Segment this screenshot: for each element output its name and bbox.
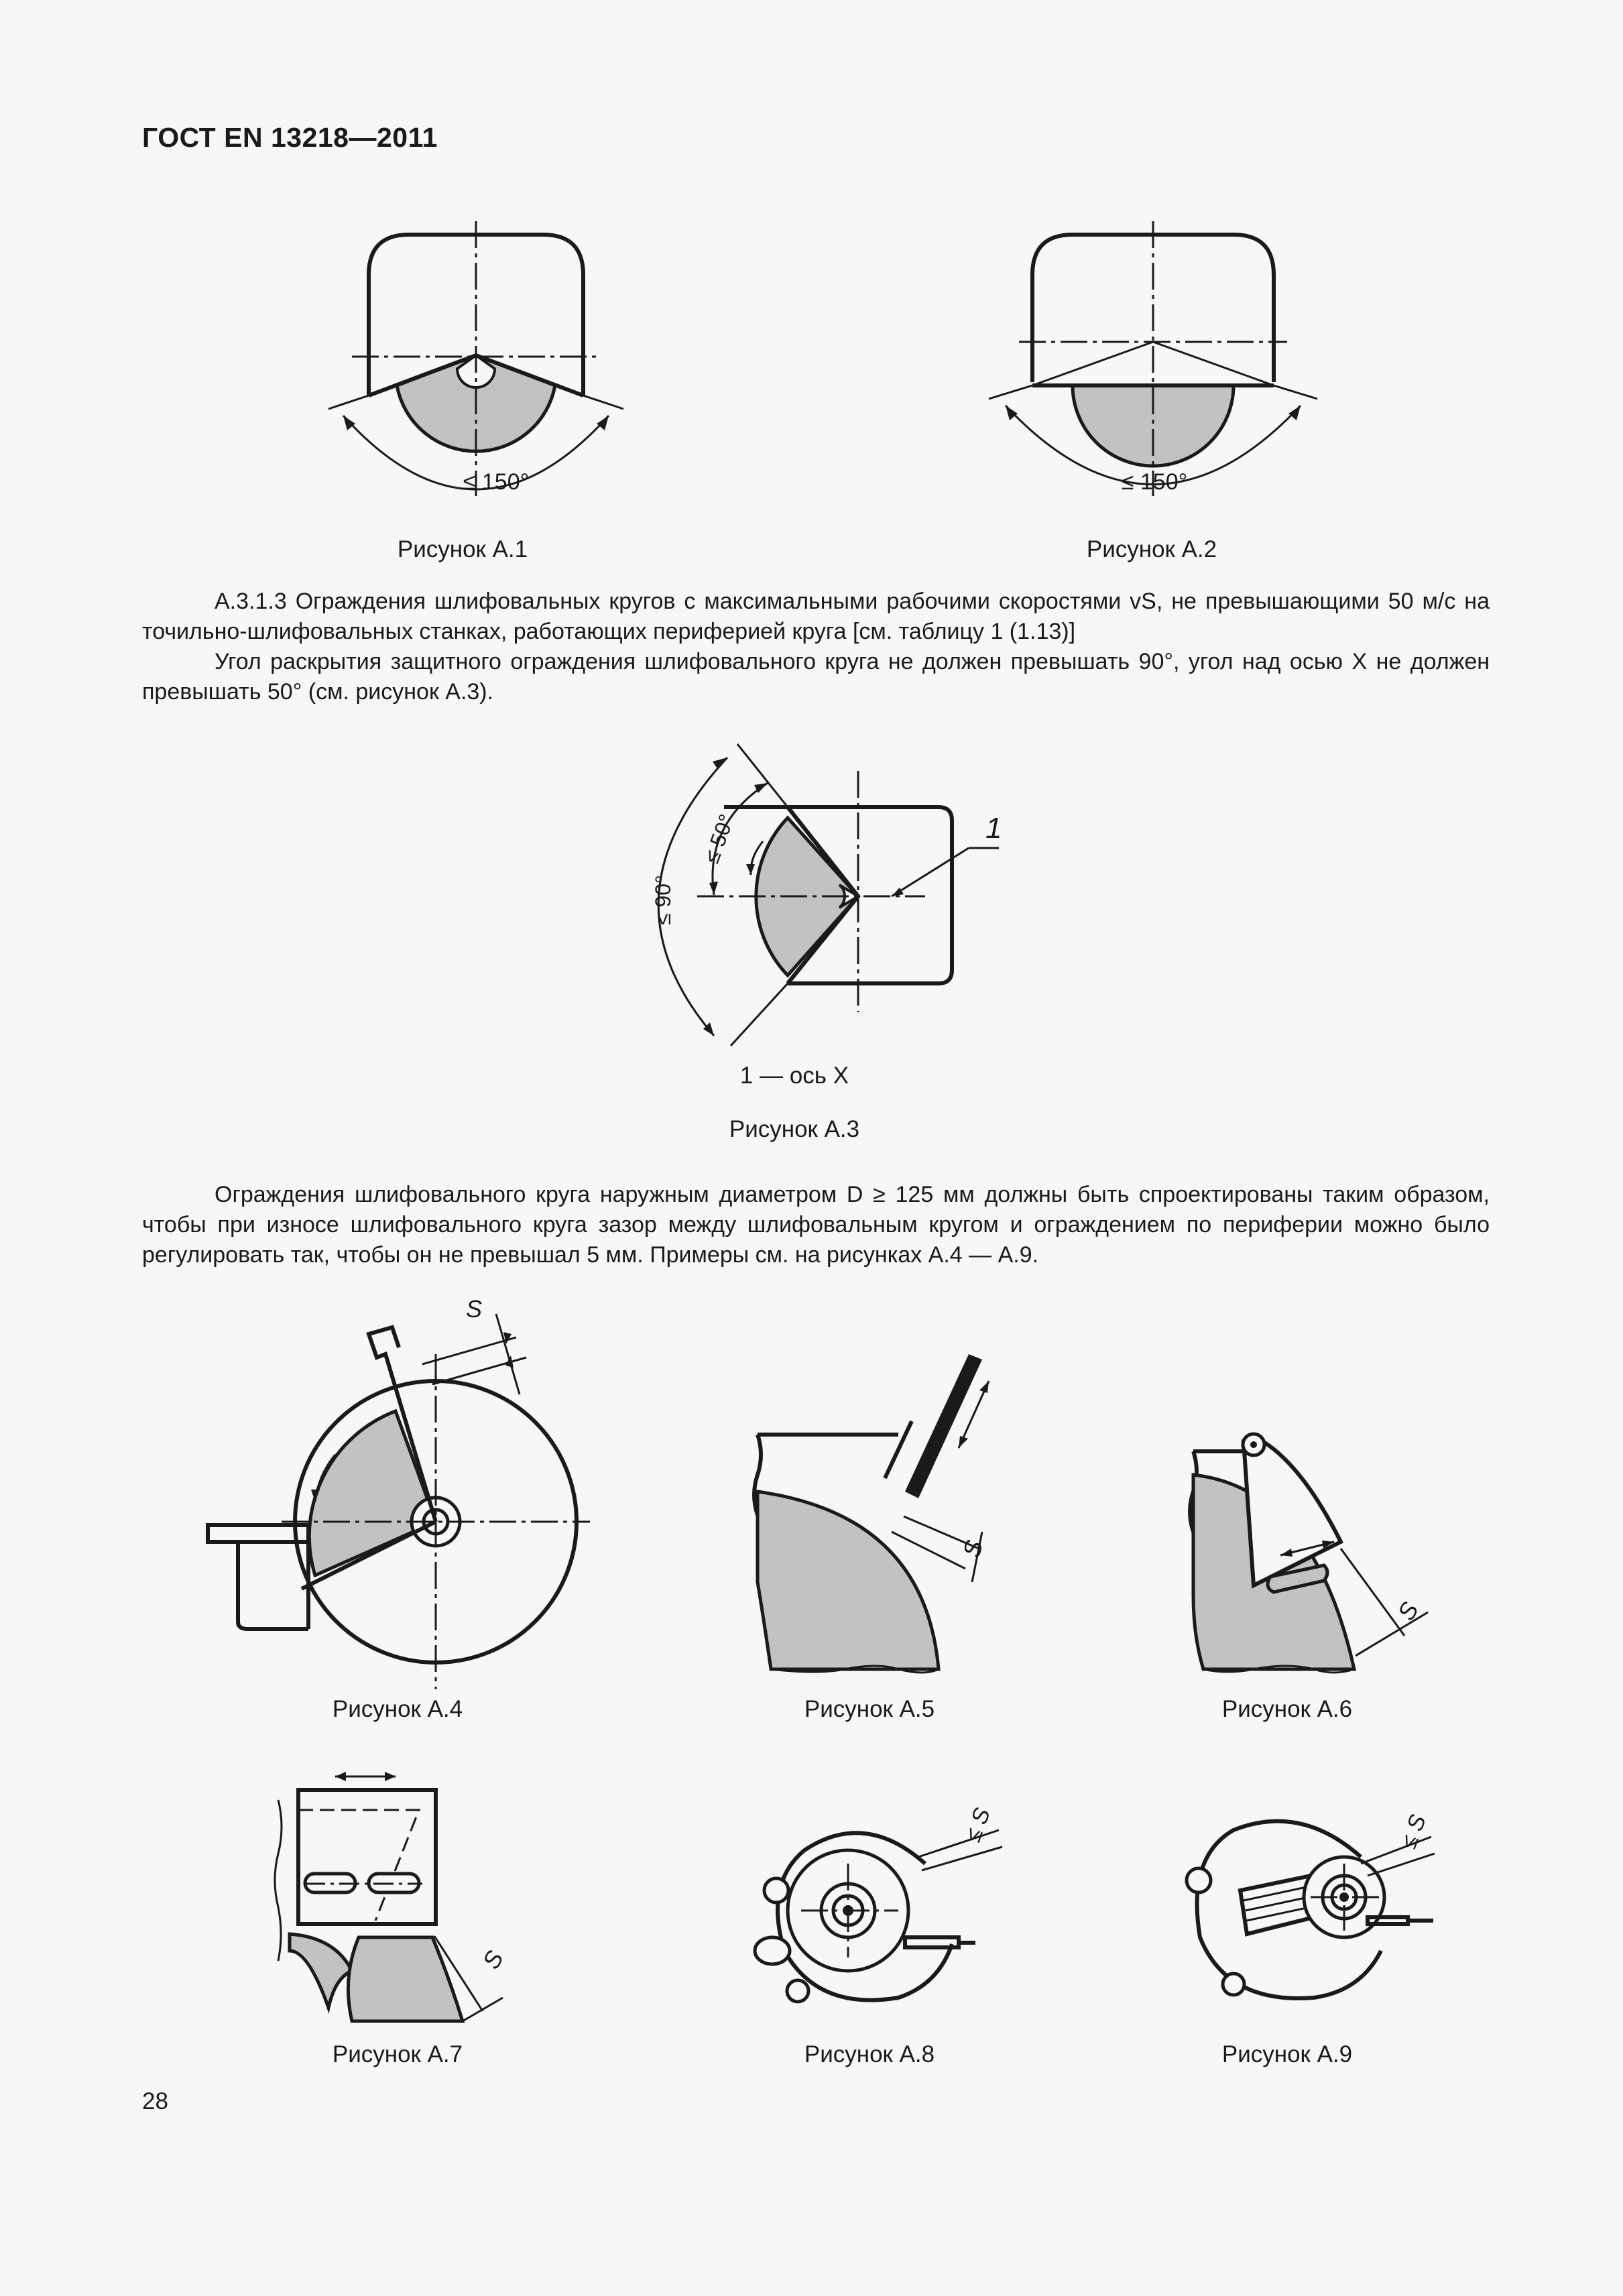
figure-a7-caption: Рисунок А.7 bbox=[332, 2041, 463, 2067]
figure-a2-angle-label: ≤ 150° bbox=[1121, 469, 1188, 495]
figure-a8-drawing bbox=[744, 1805, 1026, 2025]
figure-a2-caption: Рисунок А.2 bbox=[1086, 536, 1217, 562]
page-number: 28 bbox=[142, 2088, 168, 2114]
figure-a3-callout: 1 bbox=[985, 812, 1002, 845]
figure-a9-caption: Рисунок А.9 bbox=[1221, 2041, 1353, 2067]
figure-a3-legend: 1 — ось X bbox=[739, 1063, 849, 1089]
figure-a5-caption: Рисунок А.5 bbox=[804, 1696, 935, 1722]
figure-a4-caption: Рисунок А.4 bbox=[332, 1696, 463, 1722]
figure-a7-gap-label: S bbox=[477, 1945, 509, 1974]
figure-a5-gap-label: S bbox=[957, 1537, 988, 1561]
paragraph-guard-adjustment: Ограждения шлифовального круга наружным диаметром D ≥ 125 мм должны быть спроектированы таким образом, чтобы при износе шлифовального круга зазор между шлифовальным кругом и ограждением по периферии можно было регулировать так, чтобы он не превышал 5 мм. Примеры см. на рисунках А.4 — А.9. bbox=[142, 1182, 1490, 1268]
figure-a7-drawing bbox=[268, 1756, 536, 2038]
figure-a4-drawing bbox=[201, 1294, 603, 1709]
figure-a1-angle-label: ≤ 150° bbox=[463, 469, 530, 495]
figure-a2-drawing bbox=[979, 215, 1341, 509]
figure-a9-drawing bbox=[1166, 1803, 1448, 2025]
document-header: ГОСТ EN 13218—2011 bbox=[142, 122, 438, 153]
figure-a8-gap-label: ≤ S bbox=[959, 1805, 996, 1846]
figure-a3-inner-angle: ≤ 50° bbox=[699, 810, 739, 867]
figure-a5-drawing bbox=[751, 1341, 1019, 1689]
figure-a1-drawing bbox=[315, 215, 650, 509]
figure-a6-caption: Рисунок А.6 bbox=[1221, 1696, 1353, 1722]
figure-a1-caption: Рисунок А.1 bbox=[397, 536, 528, 562]
figure-a8-caption: Рисунок А.8 bbox=[804, 2041, 935, 2067]
figure-a6-drawing bbox=[1180, 1421, 1435, 1689]
figure-a9-gap-label: ≤ S bbox=[1395, 1811, 1431, 1852]
figure-a4-gap-label: S bbox=[466, 1295, 483, 1323]
paragraph-angle-rule: Угол раскрытия защитного ограждения шлифовального круга не должен превышать 90°, угол над осью X не должен превышать 50° (см. рисунок А.3). bbox=[142, 649, 1490, 705]
figure-a6-gap-label: S bbox=[1392, 1597, 1424, 1625]
figure-a3-caption: Рисунок А.3 bbox=[729, 1116, 860, 1142]
figure-a3-outer-angle: ≤ 90° bbox=[651, 875, 675, 925]
paragraph-a313: А.3.1.3 Ограждения шлифовальных кругов с максимальными рабочими скоростями vS, не превышающими 50 м/с на точильно-шлифовальных станках, работающих периферией круга [см. таблицу 1 (1.13)] bbox=[142, 589, 1490, 644]
figure-a3-drawing bbox=[603, 731, 1073, 1066]
